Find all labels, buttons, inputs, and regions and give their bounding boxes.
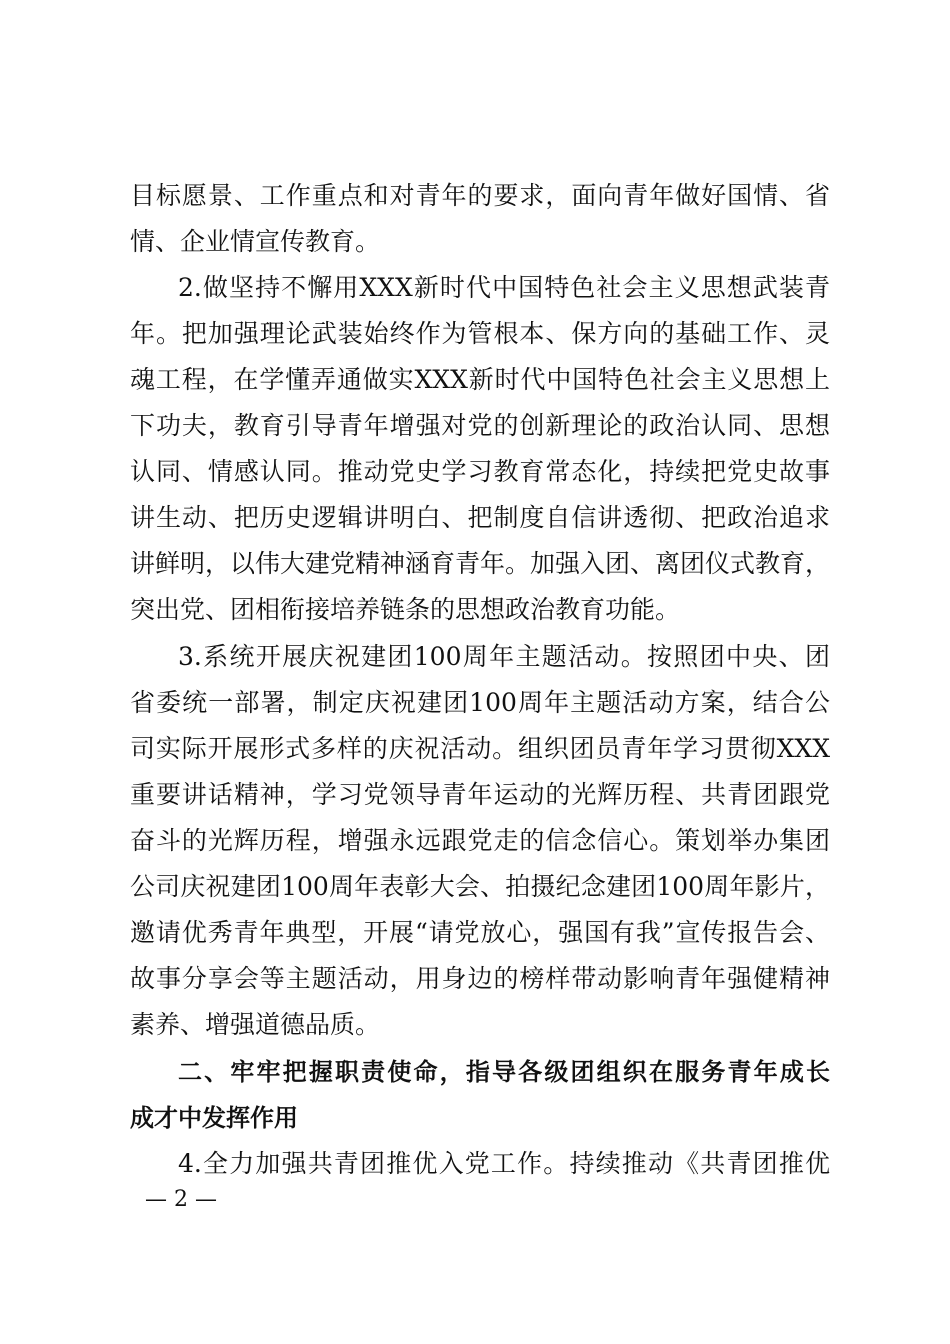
text-line: 公司庆祝建团100周年表彰大会、拍摄纪念建团100周年影片， bbox=[130, 872, 830, 901]
text-line: 故事分享会等主题活动，用身边的榜样带动影响青年强健精神 bbox=[130, 964, 830, 993]
text-line: 讲鲜明，以伟大建党精神涵育青年。加强入团、离团仪式教育， bbox=[130, 549, 830, 578]
text-line: 魂工程，在学懂弄通做实XXX新时代中国特色社会主义思想上 bbox=[130, 365, 830, 394]
text-line: 省委统一部署，制定庆祝建团100周年主题活动方案，结合公 bbox=[130, 688, 830, 717]
text-line: 认同、情感认同。推动党史学习教育常态化，持续把党史故事 bbox=[130, 457, 830, 486]
page-number: — 2 — bbox=[145, 1187, 217, 1212]
text-line: 重要讲话精神，学习党领导青年运动的光辉历程、共青团跟党 bbox=[130, 780, 830, 809]
text-line: 情、企业情宣传教育。 bbox=[130, 227, 381, 256]
text-line: 目标愿景、工作重点和对青年的要求，面向青年做好国情、省 bbox=[130, 181, 830, 210]
paragraph-3-first-line: 3.系统开展庆祝建团100周年主题活动。按照团中央、团 bbox=[178, 642, 830, 671]
text-line: 素养、增强道德品质。 bbox=[130, 1010, 381, 1039]
text-line: 讲生动、把历史逻辑讲明白、把制度自信讲透彻、把政治追求 bbox=[130, 503, 830, 532]
text-line: 突出党、团相衔接培养链条的思想政治教育功能。 bbox=[130, 595, 681, 624]
text-line: 司实际开展形式多样的庆祝活动。组织团员青年学习贯彻XXX bbox=[130, 734, 830, 763]
section-heading-continued: 成才中发挥作用 bbox=[130, 1104, 298, 1132]
paragraph-4-first-line: 4.全力加强共青团推优入党工作。持续推动《共青团推优 bbox=[178, 1149, 830, 1178]
text-line: 下功夫，教育引导青年增强对党的创新理论的政治认同、思想 bbox=[130, 411, 830, 440]
section-heading: 二、牢牢把握职责使命，指导各级团组织在服务青年成长 bbox=[178, 1058, 830, 1086]
paragraph-2-first-line: 2.做坚持不懈用XXX新时代中国特色社会主义思想武装青 bbox=[178, 273, 830, 302]
text-line: 邀请优秀青年典型，开展“请党放心，强国有我”宣传报告会、 bbox=[130, 918, 830, 947]
text-line: 年。把加强理论武装始终作为管根本、保方向的基础工作、灵 bbox=[130, 319, 830, 348]
text-line: 奋斗的光辉历程，增强永远跟党走的信念信心。策划举办集团 bbox=[130, 826, 830, 855]
